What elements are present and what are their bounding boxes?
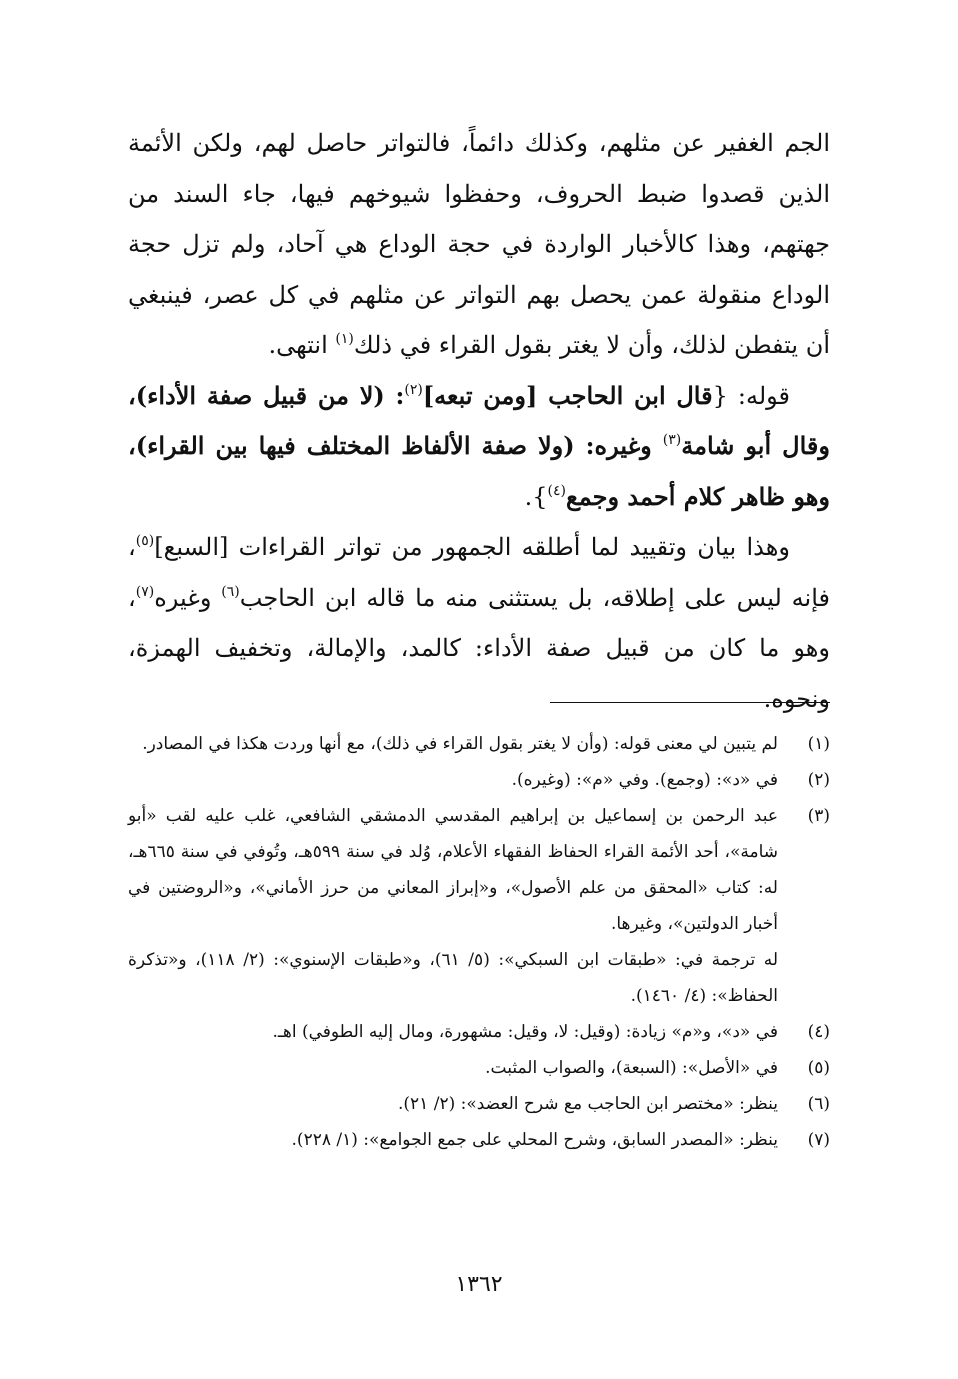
paragraph-3-b: ، فإنه ليس على إطلاقه، بل يستثنى منه ما قاله ابن الحاجب — [128, 533, 831, 612]
footnote-text: في «د»: (وجمع). وفي «م»: (وغيره). — [511, 770, 778, 790]
paragraph-3-d: ، وهو ما كان من قبيل صفة الأداء: كالمد، والإمالة، وتخفيف الهمزة، ونحوه. — [128, 583, 831, 713]
footnote-ref-5: (٥) — [135, 533, 155, 549]
footnote-1 — [128, 726, 830, 762]
footnote-ref-1: (١) — [335, 331, 354, 347]
footnote-ref-6: (٦) — [221, 583, 240, 600]
page-number: ١٣٦٢ — [455, 1272, 503, 1297]
footnote-number: (٤) — [807, 1022, 830, 1042]
footnote-separator — [550, 702, 830, 703]
paragraph-2 — [128, 371, 830, 523]
footnote-7 — [128, 1122, 830, 1158]
footnote-ref-4: (٤) — [547, 482, 566, 499]
paragraph-1-end: انتهى. — [268, 331, 336, 359]
footnote-ref-3: (٣) — [662, 432, 682, 448]
footnote-number: (٥) — [807, 1058, 830, 1078]
paragraph-3-c: وغيره — [154, 583, 222, 612]
footnote-text-continued: له ترجمة في: «طبقات ابن السبكي»: (٥/ ٦١)، و«طبقات الإسنوي»: (٢/ ١١٨)، و«تذكرة الحفاظ»: (٤/ ١٤٦٠). — [128, 950, 778, 1006]
footnote-text: ينظر: «المصدر السابق، وشرح المحلي على جمع الجوامع»: (١/ ٢٢٨). — [291, 1130, 778, 1150]
paragraph-2-quote-c: وغيره: (ولا صفة الألفاظ المختلف فيها بين القراء)، وهو ظاهر كلام أحمد وجمع — [128, 431, 830, 511]
footnote-text: ينظر: «مختصر ابن الحاجب مع شرح العضد»: (٢/ ٢١). — [397, 1094, 778, 1114]
footnote-text: في «الأصل»: (السبعة)، والصواب المثبت. — [485, 1058, 778, 1078]
footnote-6 — [128, 1086, 830, 1122]
paragraph-2-quote-b: : (لا من قبيل صفة الأداء)، وقال أبو شامة — [128, 380, 830, 460]
paragraph-1 — [128, 118, 830, 371]
footnote-ref-7: (٧) — [135, 583, 155, 600]
footnote-number: (٢) — [807, 770, 830, 790]
paragraph-3-a: وهذا بيان وتقييد لما أطلقه الجمهور من تواتر القراءات [السبع] — [154, 533, 790, 561]
footnote-ref-2: (٢) — [404, 381, 423, 398]
footnote-3 — [128, 798, 830, 1014]
footnote-2 — [128, 762, 830, 798]
footnote-4 — [128, 1014, 830, 1050]
paragraph-3 — [128, 522, 830, 724]
paragraph-2-end: }. — [524, 482, 548, 511]
footnote-text: عبد الرحمن بن إسماعيل بن إبراهيم المقدسي الدمشقي الشافعي، غلب عليه لقب «أبو شامة»، أحد الأئمة القراء الحفاظ الفقهاء الأعلام، وُلد في سنة ٥٩٩هـ، وتُوفي في سنة ٦٦٥هـ، له: كتاب «المحقق من علم الأصول»، و«إبراز المعاني من حرز الأماني»، و«الروضتين في أخبار الدولتين»، وغيرها. — [128, 806, 778, 934]
paragraph-2-quote-a: قال ابن الحاجب [ومن تبعه] — [422, 380, 713, 410]
paragraph-1-text: الجم الغفير عن مثلهم، وكذلك دائماً، فالتواتر حاصل لهم، ولكن الأئمة الذين قصدوا ضبط الحروف، وحفظوا شيوخهم فيها، جاء السند من جهتهم، وهذا كالأخبار الواردة في حجة الوداع هي آحاد، ولم تزل حجة الوداع منقولة عمن يحصل بهم التواتر عن مثلهم في كل عصر، فينبغي أن يتفطن لذلك، وأن لا يغتر بقول القراء في ذلك — [128, 129, 831, 359]
footnote-text: في «د»، و«م» زيادة: (وقيل: لا، وقيل: مشهورة، ومال إليه الطوفي) اهـ. — [272, 1022, 778, 1042]
footnote-number: (٣) — [807, 806, 830, 826]
main-text — [128, 118, 830, 724]
footnote-number: (٦) — [807, 1094, 830, 1114]
footnote-5 — [128, 1050, 830, 1086]
footnotes — [128, 726, 830, 1158]
footnote-text: لم يتبين لي معنى قوله: (وأن لا يغتر بقول القراء في ذلك)، مع أنها وردت هكذا في المصادر. — [142, 734, 778, 754]
footnote-number: (١) — [807, 734, 830, 754]
footnote-number: (٧) — [807, 1130, 830, 1150]
paragraph-2-lead: قوله: { — [712, 381, 791, 410]
